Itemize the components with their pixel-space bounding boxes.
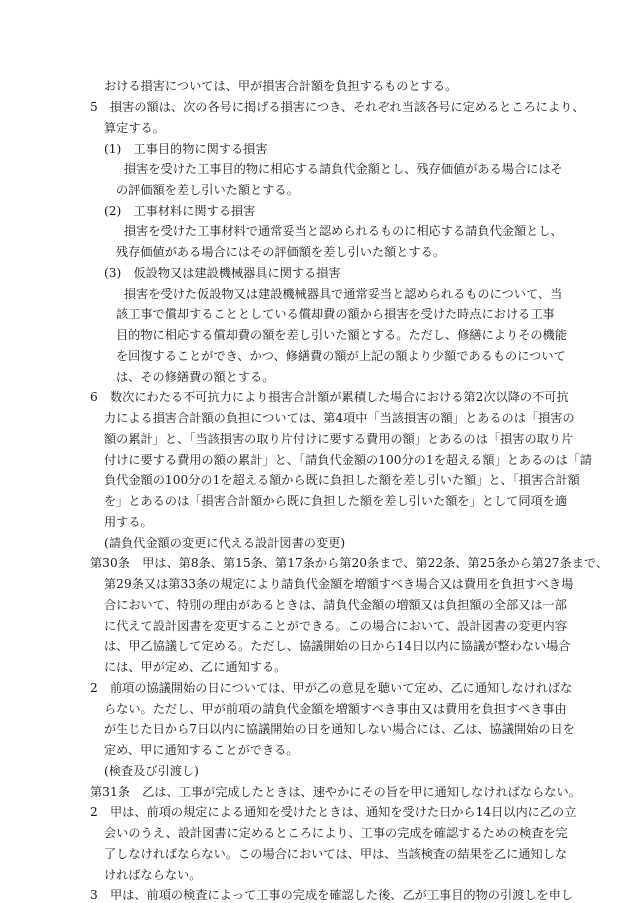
text-line: 第29条又は第33条の規定により請負代金額を増額すべき場合又は費用を負担すべき場 bbox=[104, 577, 574, 591]
text-line: 損害を受けた仮設物又は建設機械器具で通常妥当と認められるものについて、当 bbox=[124, 287, 563, 301]
text-line: 合において、特別の理由があるときは、請負代金額の増額又は負担額の全部又は一部 bbox=[104, 598, 567, 612]
text-line: の評価額を差し引いた額とする。 bbox=[116, 183, 299, 197]
text-line: 3 甲は、前項の検査によって工事の完成を確認した後、乙が工事目的物の引渡しを申し bbox=[90, 888, 574, 902]
text-line: 目的物に相応する償却費の額を差し引いた額とする。ただし、修繕によりその機能 bbox=[116, 328, 567, 342]
text-line: 損害を受けた工事目的物に相応する請負代金額とし、残存価値がある場合にはそ bbox=[124, 162, 563, 176]
text-line: 定め、甲に通知することができる。 bbox=[104, 743, 299, 757]
text-line: 第31条 乙は、工事が完成したときは、速やかにその旨を甲に通知しなければならない。 bbox=[90, 785, 581, 799]
text-line: に代えて設計図書を変更することができる。この場合において、設計図書の変更内容 bbox=[104, 619, 567, 633]
text-line: 会いのうえ、設計図書に定めるところにより、工事の完成を確認するための検査を完 bbox=[104, 826, 568, 840]
text-line: (2) 工事材料に関する損害 bbox=[104, 204, 256, 218]
text-line: 負代金額の100分の1を超える額から既に負担した額を差し引いた額」と、「損害合計額 bbox=[104, 473, 580, 487]
text-line: 該工事で償却することとしている償却費の額から損害を受けた時点における工事 bbox=[116, 307, 555, 321]
text-line: 用する。 bbox=[104, 515, 153, 529]
text-line: が生じた日から7日以内に協議開始の日を通知しない場合には、乙は、協議開始の日を bbox=[104, 722, 575, 736]
text-line: らない。ただし、甲が前項の請負代金額を増額すべき事由又は費用を負担すべき事由 bbox=[104, 702, 567, 716]
text-line: は、甲乙協議して定める。ただし、協議開始の日から14日以内に協議が整わない場合 bbox=[104, 639, 571, 653]
text-line: ければならない。 bbox=[104, 868, 202, 882]
text-line: 算定する。 bbox=[104, 121, 165, 135]
section-heading: (検査及び引渡し) bbox=[104, 764, 199, 778]
text-line: おける損害については、甲が損害合計額を負担するものとする。 bbox=[104, 79, 458, 93]
text-line: 了しなければならない。この場合においては、甲は、当該検査の結果を乙に通知しな bbox=[104, 847, 568, 861]
section-heading: (請負代金額の変更に代える設計図書の変更) bbox=[104, 536, 346, 550]
text-line: 6 数次にわたる不可抗力により損害合計額が累積した場合における第2次以降の不可抗 bbox=[90, 390, 569, 404]
text-line: 2 甲は、前項の規定による通知を受けたときは、通知を受けた日から14日以内に乙の立 bbox=[90, 805, 577, 819]
text-line: は、その修繕費の額とする。 bbox=[116, 370, 275, 384]
text-line: 2 前項の協議開始の日については、甲が乙の意見を聴いて定め、乙に通知しなければな bbox=[90, 681, 573, 695]
text-line: を」とあるのは「損害合計額から既に負担した額を差し引いた額を」として同項を適 bbox=[104, 494, 568, 508]
text-line: には、甲が定め、乙に通知する。 bbox=[104, 660, 287, 674]
text-line: 損害を受けた工事材料で通常妥当と認められるものに相応する請負代金額とし、 bbox=[124, 224, 563, 238]
text-line: 5 損害の額は、次の各号に掲げる損害につき、それぞれ当該各号に定めるところにより、 bbox=[90, 100, 585, 114]
text-line: を回復することができ、かつ、修繕費の額が上記の額より少額であるものについて bbox=[116, 349, 566, 363]
text-line: (3) 仮設物又は建設機械器具に関する損害 bbox=[104, 266, 341, 280]
text-line: 額の累計」と、「当該損害の取り片付けに要する費用の額」とあるのは「損害の取り片 bbox=[104, 432, 574, 446]
text-line: 残存価値がある場合にはその評価額を差し引いた額とする。 bbox=[116, 245, 446, 259]
text-line: (1) 工事目的物に関する損害 bbox=[104, 142, 268, 156]
text-line: 付けに要する費用の額の累計」と、「請負代金額の100分の1を超える額」とあるのは「請 bbox=[104, 453, 593, 467]
text-line: 第30条 甲は、第8条、第15条、第17条から第20条まで、第22条、第25条から第27条まで、 bbox=[90, 556, 609, 570]
text-line: 力による損害合計額の負担については、第4項中「当該損害の額」とあるのは「損害の bbox=[104, 411, 575, 425]
